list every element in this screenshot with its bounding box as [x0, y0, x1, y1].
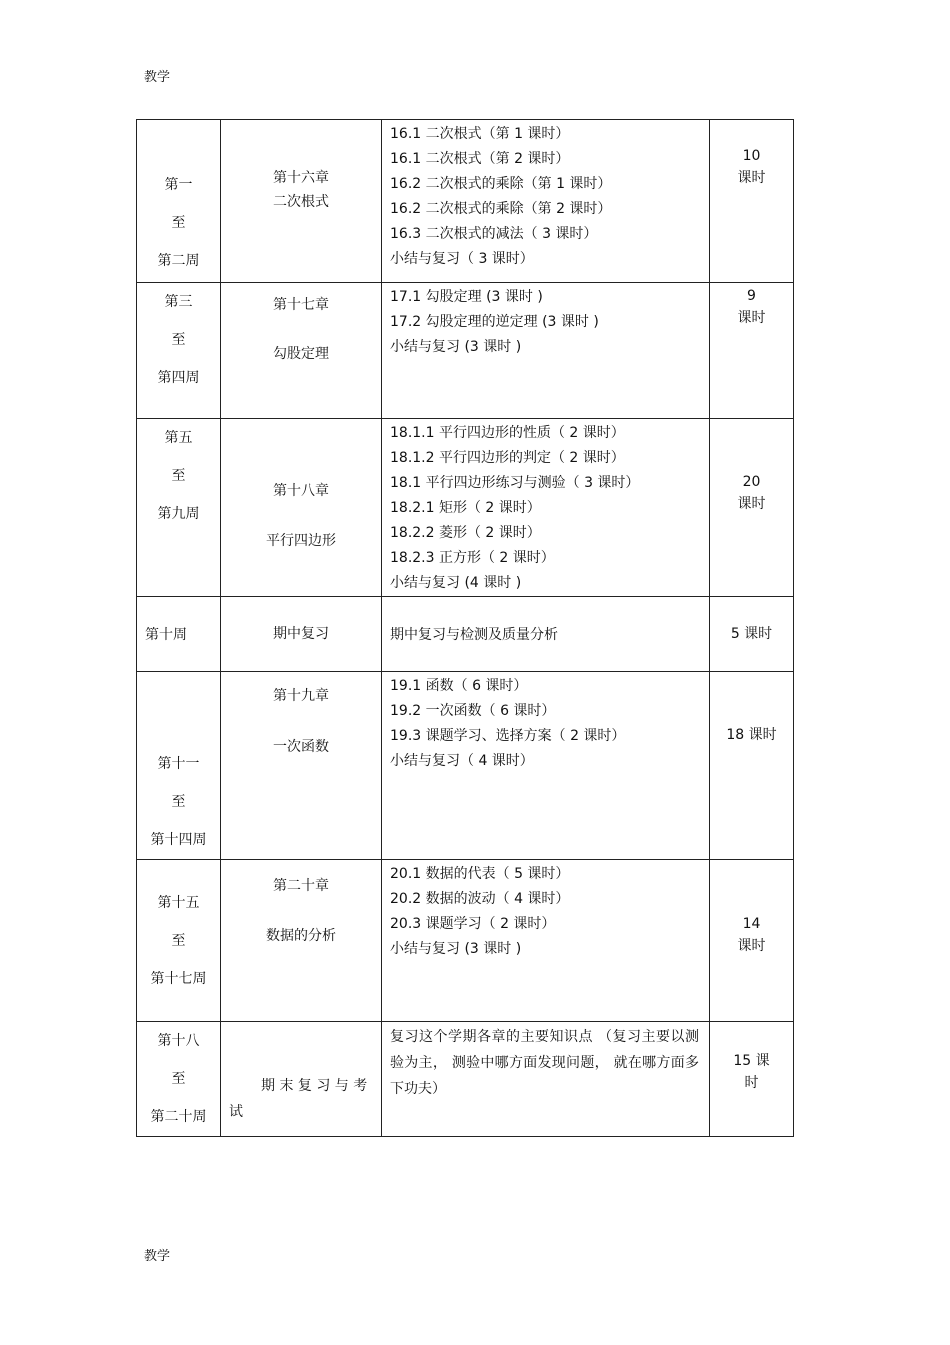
hours-cell [710, 283, 794, 419]
hours-line: 15 课 [733, 1053, 770, 1069]
hours-line: 课时 [737, 170, 766, 186]
week-line: 第十四周 [150, 832, 207, 848]
table-row [137, 860, 794, 1022]
hours-cell [710, 419, 794, 597]
lesson-item: 小结与复习 (4 课时 ) [390, 575, 522, 591]
week-line: 第五 [164, 430, 193, 446]
lesson-item: 16.3 二次根式的减法（ 3 课时） [390, 226, 598, 242]
chapter-line: 一次函数 [273, 739, 329, 755]
lessons-cell [382, 419, 710, 597]
table-row [137, 283, 794, 419]
week-line: 第十七周 [150, 971, 207, 987]
table-row [137, 672, 794, 860]
lesson-item: 期中复习与检测及质量分析 [390, 627, 558, 643]
hours-line: 5 课时 [730, 626, 773, 642]
week-line: 第十八 [157, 1033, 200, 1049]
chapter-line: 二次根式 [273, 194, 329, 210]
lessons-cell [382, 1022, 710, 1137]
hours-line: 10 [742, 148, 761, 164]
week-line: 第二十周 [150, 1109, 207, 1125]
lesson-item: 18.2.2 菱形（ 2 课时） [390, 525, 541, 541]
hours-cell [710, 860, 794, 1022]
hours-line: 课时 [737, 938, 766, 954]
week-cell [137, 120, 221, 283]
week-line: 第十五 [157, 895, 200, 911]
week-line: 至 [171, 1071, 186, 1087]
hours-line: 课时 [737, 496, 766, 512]
lessons-cell [382, 860, 710, 1022]
table-row [137, 419, 794, 597]
chapter-line: 期中复习 [273, 626, 329, 642]
week-cell [137, 283, 221, 419]
chapter-line: 勾股定理 [273, 346, 329, 362]
week-line: 第十一 [157, 756, 200, 772]
chapter-cell [221, 597, 382, 672]
table-row [137, 1022, 794, 1137]
week-line: 第一 [164, 177, 193, 193]
lesson-item: 19.2 一次函数（ 6 课时） [390, 703, 556, 719]
lesson-item: 小结与复习（ 3 课时） [390, 251, 534, 267]
week-line: 至 [171, 332, 186, 348]
lesson-item: 19.1 函数（ 6 课时） [390, 678, 528, 694]
hours-line: 18 课时 [726, 727, 777, 743]
week-cell [137, 419, 221, 597]
lessons-cell [382, 672, 710, 860]
hours-cell [710, 597, 794, 672]
hours-line: 9 [747, 288, 756, 304]
chapter-line: 第十八章 [273, 483, 329, 499]
hours-cell [710, 120, 794, 283]
review-description: 复习这个学期各章的主要知识点 （复习主要以测验为主， 测验中哪方面发现问题， 就在哪方面多下功夫） [390, 1029, 699, 1097]
lesson-item: 20.1 数据的代表（ 5 课时） [390, 866, 570, 882]
chapter-line: 第二十章 [273, 878, 329, 894]
lesson-item: 小结与复习 (3 课时 ) [390, 339, 522, 355]
lesson-item: 小结与复习 (3 课时 ) [390, 941, 522, 957]
hours-cell [710, 1022, 794, 1137]
lesson-item: 19.3 课题学习、选择方案（ 2 课时） [390, 728, 626, 744]
hours-line: 课时 [737, 310, 766, 326]
week-cell [137, 672, 221, 860]
week-line: 第二周 [157, 253, 200, 269]
week-line: 第四周 [157, 370, 200, 386]
hours-line: 20 [742, 474, 761, 490]
week-line: 第三 [164, 294, 193, 310]
lesson-item: 18.2.3 正方形（ 2 课时） [390, 550, 555, 566]
teaching-schedule-table [136, 119, 794, 1137]
week-line: 第九周 [157, 506, 200, 522]
chapter-cell [221, 1022, 382, 1137]
lesson-item: 17.2 勾股定理的逆定理 (3 课时 ) [390, 314, 599, 330]
lesson-item: 18.1 平行四边形练习与测验（ 3 课时） [390, 475, 640, 491]
week-cell [137, 597, 221, 672]
table-row [137, 120, 794, 283]
chapter-line: 第十六章 [273, 170, 329, 186]
lessons-cell [382, 120, 710, 283]
lesson-item: 20.2 数据的波动（ 4 课时） [390, 891, 570, 907]
week-line: 至 [171, 794, 186, 810]
chapter-line: 数据的分析 [266, 928, 336, 944]
week-line: 至 [171, 468, 186, 484]
lesson-item: 18.1.2 平行四边形的判定（ 2 课时） [390, 450, 625, 466]
chapter-cell [221, 860, 382, 1022]
chapter-text: 期 末 复 习 与 考 试 [229, 1078, 368, 1120]
lesson-item: 18.1.1 平行四边形的性质（ 2 课时） [390, 425, 625, 441]
week-line: 至 [171, 215, 186, 231]
chapter-line: 第十九章 [273, 688, 329, 704]
week-line: 至 [171, 933, 186, 949]
lesson-item: 17.1 勾股定理 (3 课时 ) [390, 289, 543, 305]
hours-line: 时 [744, 1075, 759, 1091]
table-row [137, 597, 794, 672]
week-cell [137, 860, 221, 1022]
lesson-item: 18.2.1 矩形（ 2 课时） [390, 500, 541, 516]
chapter-cell [221, 120, 382, 283]
hours-cell [710, 672, 794, 860]
lesson-item: 16.1 二次根式（第 2 课时） [390, 151, 570, 167]
lesson-item: 20.3 课题学习（ 2 课时） [390, 916, 556, 932]
lesson-item: 16.2 二次根式的乘除（第 1 课时） [390, 176, 612, 192]
chapter-cell [221, 283, 382, 419]
chapter-line: 第十七章 [273, 297, 329, 313]
chapter-cell [221, 672, 382, 860]
lessons-cell [382, 283, 710, 419]
lesson-item: 小结与复习（ 4 课时） [390, 753, 534, 769]
week-line: 第十周 [145, 627, 187, 643]
lesson-item: 16.1 二次根式（第 1 课时） [390, 126, 570, 142]
week-cell [137, 1022, 221, 1137]
chapter-cell [221, 419, 382, 597]
hours-line: 14 [742, 916, 761, 932]
chapter-line: 平行四边形 [266, 533, 336, 549]
lesson-item: 16.2 二次根式的乘除（第 2 课时） [390, 201, 612, 217]
lessons-cell [382, 597, 710, 672]
page-footer: 教学 [144, 1249, 171, 1264]
page-header: 教学 [144, 70, 171, 85]
